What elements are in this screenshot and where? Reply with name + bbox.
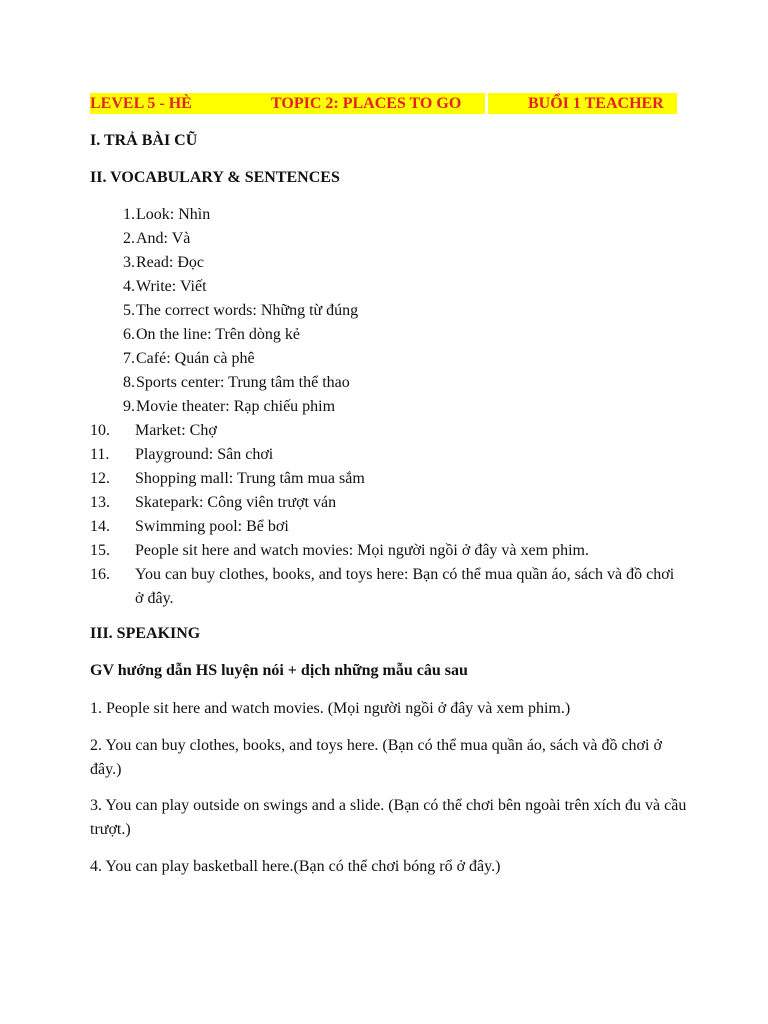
vocab-item — [90, 539, 690, 563]
level-label: LEVEL 5 - HÈ — [90, 95, 192, 112]
vocab-number: 13. — [90, 494, 110, 511]
vocab-item — [90, 491, 690, 515]
vocab-number: 1. — [123, 206, 135, 223]
vocab-number: 7. — [123, 350, 135, 367]
vocab-item — [90, 395, 690, 419]
vocab-text: Shopping mall: Trung tâm mua sắm — [135, 470, 365, 487]
vocab-item — [90, 347, 690, 371]
vocab-text: Look: Nhìn — [136, 206, 211, 223]
vocab-text: Movie theater: Rạp chiếu phim — [136, 398, 336, 415]
vocab-text: Café: Quán cà phê — [136, 350, 255, 367]
vocab-number: 8. — [123, 374, 135, 391]
vocab-number: 15. — [90, 542, 110, 559]
section-review-heading: I. TRẢ BÀI CŨ — [90, 132, 198, 149]
vocab-number: 14. — [90, 518, 110, 535]
vocab-number: 4. — [123, 278, 135, 295]
lesson-header — [90, 93, 677, 114]
vocab-text: Swimming pool: Bể bơi — [135, 518, 289, 535]
vocab-number: 12. — [90, 470, 110, 487]
vocab-item — [90, 371, 690, 395]
vocab-item — [90, 299, 690, 323]
vocab-item — [90, 419, 690, 443]
session-label: BUỔI 1 TEACHER — [528, 95, 664, 112]
vocab-text: Read: Đọc — [136, 254, 204, 271]
speaking-sentence: 2. You can buy clothes, books, and toys here. (Bạn có thể mua quần áo, sách và đồ chơi ở đây.) — [90, 737, 662, 778]
vocab-item — [90, 515, 690, 539]
vocab-item — [90, 467, 690, 491]
vocab-text: People sit here and watch movies: Mọi người ngồi ở đây và xem phim. — [135, 542, 589, 559]
header-highlight-right — [488, 93, 677, 114]
vocab-number: 9. — [123, 398, 135, 415]
vocab-item — [90, 227, 690, 251]
speaking-sentence: 1. People sit here and watch movies. (Mọi người ngồi ở đây và xem phim.) — [90, 700, 571, 717]
vocab-text: Sports center: Trung tâm thể thao — [136, 374, 350, 391]
vocab-text: And: Và — [136, 230, 191, 247]
vocab-number: 2. — [123, 230, 135, 247]
vocab-text: On the line: Trên dòng kẻ — [136, 326, 300, 343]
section-speaking-heading: III. SPEAKING — [90, 625, 201, 642]
vocab-item — [90, 443, 690, 467]
vocab-text: Playground: Sân chơi — [135, 446, 274, 463]
section-vocabulary-heading: II. VOCABULARY & SENTENCES — [90, 169, 340, 186]
header-highlight-left — [90, 93, 485, 114]
vocab-item — [90, 251, 690, 275]
vocab-item — [90, 203, 690, 227]
topic-label: TOPIC 2: PLACES TO GO — [271, 95, 462, 112]
vocab-number: 3. — [123, 254, 135, 271]
vocab-text: The correct words: Những từ đúng — [136, 302, 359, 319]
vocab-number: 10. — [90, 422, 110, 439]
vocab-text: Skatepark: Công viên trượt ván — [135, 494, 337, 511]
vocab-number: 11. — [90, 446, 110, 463]
vocab-item — [90, 323, 690, 347]
vocab-text: Market: Chợ — [135, 422, 217, 439]
vocab-number: 5. — [123, 302, 135, 319]
vocab-text: Write: Viết — [136, 278, 207, 295]
vocab-number: 16. — [90, 566, 110, 583]
speaking-sentence: 3. You can play outside on swings and a slide. (Bạn có thể chơi bên ngoài trên xích đu và cầu trượt.) — [90, 797, 687, 838]
vocab-number: 6. — [123, 326, 135, 343]
vocab-text: You can buy clothes, books, and toys here: Bạn có thể mua quần áo, sách và đồ chơi ở đây. — [135, 566, 675, 607]
speaking-sentence: 4. You can play basketball here.(Bạn có thể chơi bóng rổ ở đây.) — [90, 858, 501, 875]
vocab-item — [90, 563, 690, 611]
vocabulary-list — [90, 203, 690, 611]
speaking-instruction: GV hướng dẫn HS luyện nói + dịch những mẫu câu sau — [90, 662, 468, 679]
vocab-item — [90, 275, 690, 299]
